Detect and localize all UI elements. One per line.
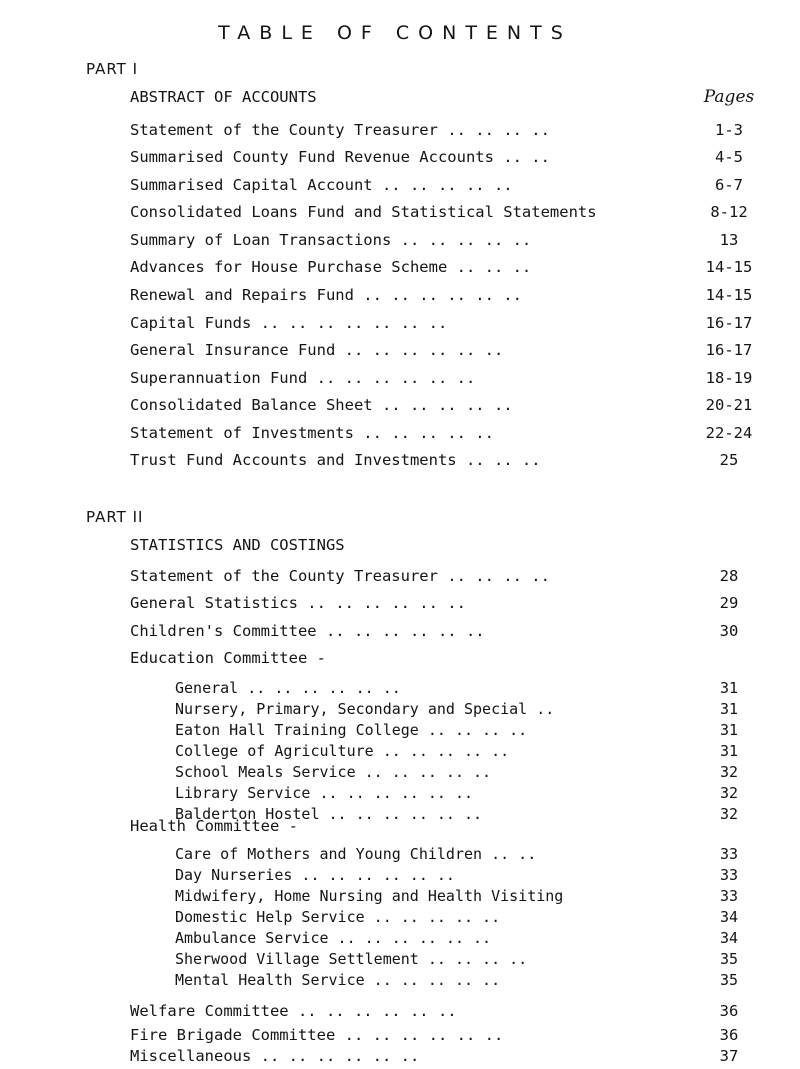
toc-subentry-label: Nursery, Primary, Secondary and Special .. bbox=[175, 700, 555, 718]
toc-subentry-label: Mental Health Service .. .. .. .. .. bbox=[175, 971, 501, 989]
toc-entry-label: Statement of the County Treasurer .. .. .. .. bbox=[130, 567, 550, 585]
toc-subentry-label: School Meals Service .. .. .. .. .. bbox=[175, 763, 492, 781]
subheading-education bbox=[0, 647, 800, 669]
toc-subentry-page: 34 bbox=[719, 908, 739, 926]
toc-entry-page: 30 bbox=[719, 622, 739, 640]
toc-entry-label: General Insurance Fund .. .. .. .. .. .. bbox=[130, 341, 504, 359]
toc-subentry-label: Care of Mothers and Young Children .. .. bbox=[175, 845, 537, 863]
toc-entry-page: 20-21 bbox=[705, 396, 753, 414]
toc-entry-page: 14-15 bbox=[705, 286, 753, 304]
toc-entry-label: Summarised Capital Account .. .. .. .. .. bbox=[130, 176, 513, 194]
toc-entry-label: Superannuation Fund .. .. .. .. .. .. bbox=[130, 369, 476, 387]
section-heading-label: ABSTRACT OF ACCOUNTS bbox=[130, 88, 317, 106]
subheading-label: Health Committee - bbox=[130, 817, 298, 835]
toc-subentry-label: Domestic Help Service .. .. .. .. .. bbox=[175, 908, 501, 926]
toc-subentry bbox=[0, 948, 800, 970]
toc-subentry-page: 33 bbox=[719, 845, 739, 863]
toc-subentry bbox=[0, 782, 800, 804]
toc-subentry-page: 32 bbox=[719, 784, 739, 802]
toc-subentry-label: Ambulance Service .. .. .. .. .. .. bbox=[175, 929, 492, 947]
toc-entry bbox=[0, 312, 800, 334]
toc-entry-label: Children's Committee .. .. .. .. .. .. bbox=[130, 622, 485, 640]
toc-subentry bbox=[0, 864, 800, 886]
toc-entry-label: Summarised County Fund Revenue Accounts .. .. bbox=[130, 148, 550, 166]
toc-subentry-label: Eaton Hall Training College .. .. .. .. bbox=[175, 721, 528, 739]
toc-entry bbox=[0, 565, 800, 587]
toc-entry-label: General Statistics .. .. .. .. .. .. bbox=[130, 594, 466, 612]
toc-subentry-page: 33 bbox=[719, 866, 739, 884]
toc-entry bbox=[0, 119, 800, 141]
toc-entry bbox=[0, 422, 800, 444]
toc-entry bbox=[0, 146, 800, 168]
toc-entry-page: 22-24 bbox=[705, 424, 753, 442]
toc-subentry-page: 33 bbox=[719, 887, 739, 905]
toc-subentry-label: Library Service .. .. .. .. .. .. bbox=[175, 784, 474, 802]
toc-subentry-page: 31 bbox=[719, 742, 739, 760]
toc-subentry-label: College of Agriculture .. .. .. .. .. bbox=[175, 742, 510, 760]
toc-entry-page: 25 bbox=[719, 451, 739, 469]
toc-entry bbox=[0, 229, 800, 251]
toc-subentry-page: 35 bbox=[719, 950, 739, 968]
toc-subentry bbox=[0, 843, 800, 865]
toc-subentry-page: 31 bbox=[719, 721, 739, 739]
toc-entry bbox=[0, 394, 800, 416]
toc-entry bbox=[0, 620, 800, 642]
toc-entry-page: 29 bbox=[719, 594, 739, 612]
toc-subentry bbox=[0, 677, 800, 699]
toc-entry-page: 14-15 bbox=[705, 258, 753, 276]
toc-subentry-label: Balderton Hostel .. .. .. .. .. .. bbox=[175, 805, 483, 823]
toc-entry-label: Capital Funds .. .. .. .. .. .. .. bbox=[130, 314, 448, 332]
part-two-heading: PART II bbox=[86, 508, 144, 526]
toc-entry bbox=[0, 367, 800, 389]
toc-entry bbox=[0, 1045, 800, 1067]
toc-subentry-page: 32 bbox=[719, 805, 739, 823]
toc-subentry bbox=[0, 969, 800, 991]
toc-entry-label: Advances for House Purchase Scheme .. .. .. bbox=[130, 258, 532, 276]
toc-entry-label: Welfare Committee .. .. .. .. .. .. bbox=[130, 1002, 457, 1020]
toc-subentry-page: 32 bbox=[719, 763, 739, 781]
subheading-label: Education Committee - bbox=[130, 649, 326, 667]
toc-subentry bbox=[0, 761, 800, 783]
toc-entry-page: 36 bbox=[719, 1002, 739, 1020]
toc-entry-label: Trust Fund Accounts and Investments .. .. .. bbox=[130, 451, 541, 469]
toc-entry-page: 18-19 bbox=[705, 369, 753, 387]
toc-entry-page: 13 bbox=[719, 231, 739, 249]
toc-entry bbox=[0, 449, 800, 471]
toc-entry bbox=[0, 339, 800, 361]
toc-subentry-label: Day Nurseries .. .. .. .. .. .. bbox=[175, 866, 455, 884]
toc-entry-label: Renewal and Repairs Fund .. .. .. .. .. .. bbox=[130, 286, 522, 304]
toc-subentry-page: 35 bbox=[719, 971, 739, 989]
toc-entry-page: 28 bbox=[719, 567, 739, 585]
toc-entry bbox=[0, 284, 800, 306]
toc-entry bbox=[0, 1024, 800, 1046]
subheading-health bbox=[0, 815, 800, 837]
toc-entry bbox=[0, 256, 800, 278]
toc-subentry-page: 31 bbox=[719, 700, 739, 718]
toc-subentry-label: General .. .. .. .. .. .. bbox=[175, 679, 401, 697]
toc-subentry bbox=[0, 885, 800, 907]
toc-subentry bbox=[0, 906, 800, 928]
toc-entry-label: Miscellaneous .. .. .. .. .. .. bbox=[130, 1047, 420, 1065]
toc-entry-label: Statement of the County Treasurer .. .. .. .. bbox=[130, 121, 550, 139]
section-heading-statistics bbox=[0, 534, 800, 556]
toc-entry bbox=[0, 1000, 800, 1022]
toc-subentry bbox=[0, 927, 800, 949]
page-title: TABLE OF CONTENTS bbox=[218, 22, 572, 44]
toc-entry bbox=[0, 174, 800, 196]
toc-entry-page: 37 bbox=[719, 1047, 739, 1065]
toc-subentry bbox=[0, 740, 800, 762]
toc-subentry-page: 31 bbox=[719, 679, 739, 697]
toc-entry bbox=[0, 592, 800, 614]
toc-entry-label: Statement of Investments .. .. .. .. .. bbox=[130, 424, 494, 442]
toc-entry-page: 16-17 bbox=[705, 314, 753, 332]
toc-entry-page: 1-3 bbox=[715, 121, 743, 139]
toc-subentry-label: Midwifery, Home Nursing and Health Visiting bbox=[175, 887, 564, 905]
toc-subentry bbox=[0, 719, 800, 741]
pages-column-heading: Pages bbox=[703, 87, 755, 107]
toc-entry-label: Consolidated Balance Sheet .. .. .. .. .. bbox=[130, 396, 513, 414]
toc-entry-page: 36 bbox=[719, 1026, 739, 1044]
toc-subentry bbox=[0, 698, 800, 720]
toc-subentry-label: Sherwood Village Settlement .. .. .. .. bbox=[175, 950, 528, 968]
toc-entry-page: 16-17 bbox=[705, 341, 753, 359]
toc-entry-label: Summary of Loan Transactions .. .. .. .. .. bbox=[130, 231, 532, 249]
toc-entry bbox=[0, 201, 800, 223]
section-heading-label: STATISTICS AND COSTINGS bbox=[130, 536, 345, 554]
toc-entry-page: 4-5 bbox=[715, 148, 743, 166]
part-one-heading: PART I bbox=[86, 60, 139, 78]
toc-entry-label: Consolidated Loans Fund and Statistical Statements bbox=[130, 203, 597, 221]
toc-entry-page: 6-7 bbox=[715, 176, 743, 194]
toc-entry-label: Fire Brigade Committee .. .. .. .. .. .. bbox=[130, 1026, 504, 1044]
toc-subentry-page: 34 bbox=[719, 929, 739, 947]
toc-entry-page: 8-12 bbox=[710, 203, 748, 221]
